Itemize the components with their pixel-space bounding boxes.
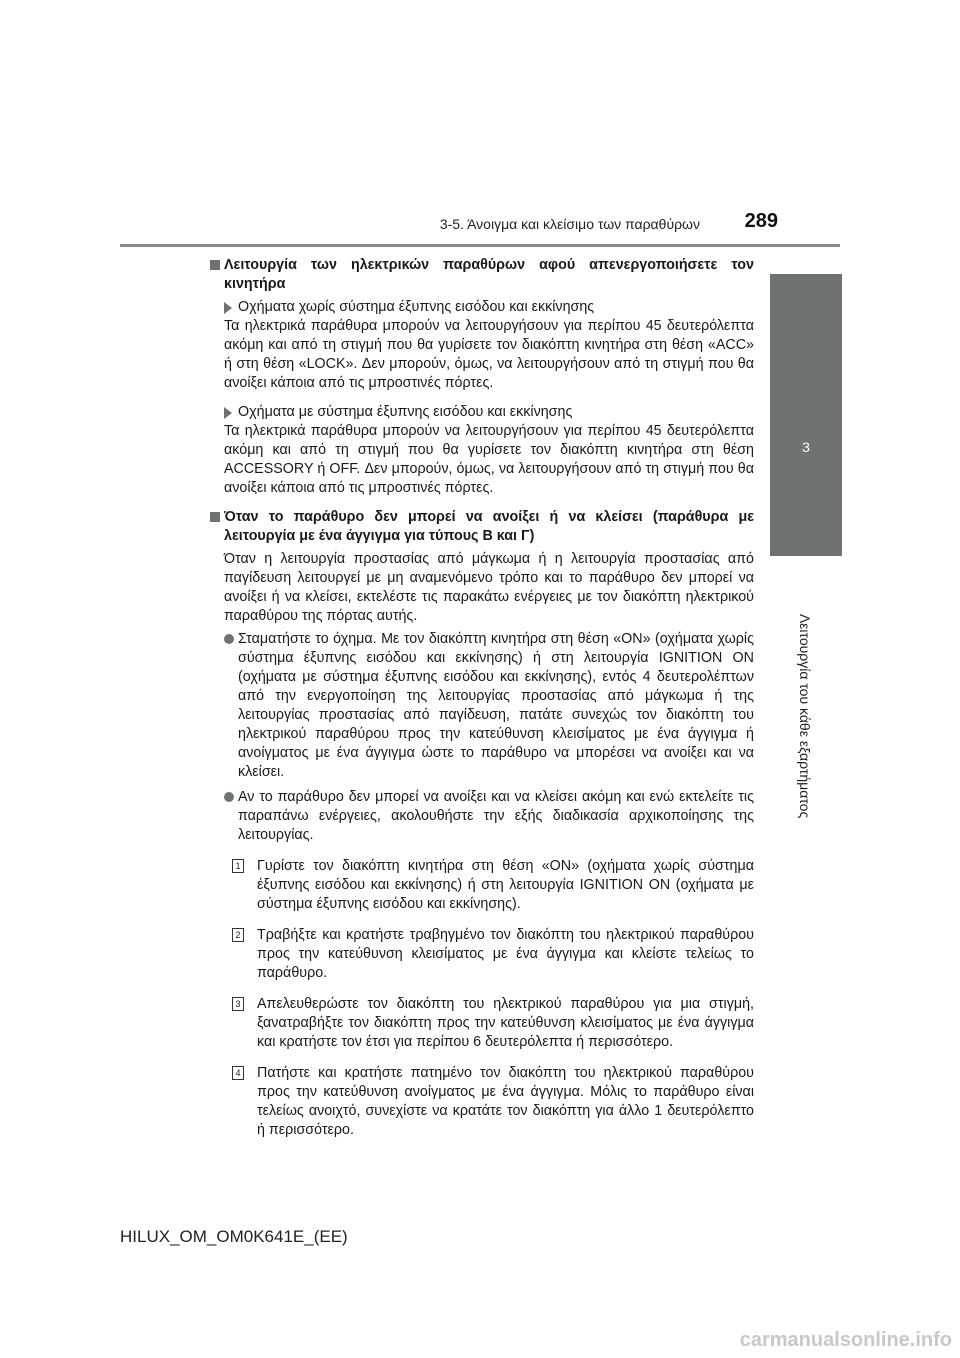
square-bullet-icon: [210, 260, 220, 270]
step-item: 4 Πατήστε και κρατήστε πατημένο τον διακόπτη του ηλεκτρικού παραθύρου προς την κατεύθυνση ανοίγματος με ένα άγγιγμα. Μόλις το παράθυρο είναι τελείως ανοιχτό, συνεχίστε να κρατάτε τον διακόπτη για άλλο 1 δευτερόλεπτο ή περισσότερο.: [232, 1064, 754, 1140]
triangle-bullet-icon: [224, 302, 232, 314]
circle-bullet-icon: [224, 634, 234, 644]
watermark: carmanualsonline.info: [739, 1329, 952, 1351]
page-number: 289: [744, 210, 778, 232]
step-number: 3: [232, 997, 244, 1011]
page-header: [120, 196, 840, 244]
list-item: Αν το παράθυρο δεν μπορεί να ανοίξει και να κλείσει ακόμη και ενώ εκτελείτε τις παραπάνω ενέργειες, ακολουθήστε την εξής διαδικασία αρχικοποίησης της λειτουργίας.: [224, 788, 754, 845]
step-item: 3 Απελευθερώστε τον διακόπτη του ηλεκτρικού παραθύρου για μια στιγμή, ξανατραβήξτε τον διακόπτη προς την κατεύθυνση κλεισίματος με ένα άγγιγμα και κρατήστε τον έτσι για περίπου 6 δευτερόλεπτα ή περισσότερο.: [232, 995, 754, 1052]
paragraph: Τα ηλεκτρικά παράθυρα μπορούν να λειτουργήσουν για περίπου 45 δευτερόλεπτα ακόμη και από τη στιγμή που θα γυρίσετε τον διακόπτη κινητήρα στη θέση ACCESSORY ή OFF. Δεν μπορούν, όμως, να λειτουργήσουν από τη στιγμή που θα ανοίξει κάποια από τις μπροστινές πόρτες.: [224, 423, 754, 496]
circle-bullet-icon: [224, 792, 234, 802]
step-number: 1: [232, 859, 244, 873]
square-bullet-icon: [210, 512, 220, 522]
page-content: [210, 256, 754, 1152]
header-divider: [120, 244, 840, 247]
subsection-title: Οχήματα με σύστημα έξυπνης εισόδου και εκκίνησης: [224, 403, 754, 422]
step-number: 2: [232, 928, 244, 942]
paragraph: Τα ηλεκτρικά παράθυρα μπορούν να λειτουργήσουν για περίπου 45 δευτερόλεπτα ακόμη και από τη στιγμή που θα γυρίσετε τον διακόπτη κινητήρα στη θέση «ACC» ή στη θέση «LOCK». Δεν μπορούν, όμως, να λειτουργήσουν από τη στιγμή που θα ανοίξει κάποια από τις μπροστινές πόρτες.: [224, 318, 754, 391]
section-heading: Λειτουργία των ηλεκτρικών παραθύρων αφού απενεργοποιήσετε τον κινητήρα: [210, 256, 754, 294]
section-title: 3-5. Άνοιγμα και κλείσιμο των παραθύρων: [439, 216, 700, 232]
chapter-number: 3: [802, 439, 810, 455]
subsection-title: Οχήματα χωρίς σύστημα έξυπνης εισόδου και εκκίνησης: [224, 298, 754, 317]
paragraph: Όταν η λειτουργία προστασίας από μάγκωμα ή η λειτουργία προστασίας από παγίδευση λειτουργεί με μη αναμενόμενο τρόπο και το παράθυρο δεν μπορεί να ανοίξει ή να κλείσει, εκτελέστε τις παρακάτω ενέργειες με τον διακόπτη ηλεκτρικού παραθύρου της πόρτας αυτής.: [224, 551, 754, 624]
triangle-bullet-icon: [224, 407, 232, 419]
chapter-tab: [770, 274, 842, 556]
section-heading: Όταν το παράθυρο δεν μπορεί να ανοίξει ή να κλείσει (παράθυρα με λειτουργία με ένα άγγιγμα για τύπους B και Γ): [210, 508, 754, 546]
step-item: 2 Τραβήξτε και κρατήστε τραβηγμένο τον διακόπτη του ηλεκτρικού παραθύρου προς την κατεύθυνση κλεισίματος με ένα άγγιγμα και κλείστε τελείως το παράθυρο.: [232, 926, 754, 983]
chapter-title-vertical: [768, 558, 842, 858]
list-item: Σταματήστε το όχημα. Με τον διακόπτη κινητήρα στη θέση «ON» (οχήματα χωρίς σύστημα έξυπνης εισόδου και εκκίνησης) ή στη λειτουργία IGNITION ON (οχήματα με σύστημα έξυπνης εισόδου και εκκίνησης), εντός 4 δευτερολέπτων από την ενεργοποίηση της λειτουργίας προστασίας από μάγκωμα ή της λειτουργίας προστασίας από παγίδευση, πατάτε συνεχώς τον διακόπτη του ηλεκτρικού παραθύρου προς την κατεύθυνση κλεισίματος με ένα άγγιγμα ή ανοίγματος με ένα άγγιγμα ώστε το παράθυρο να μπορέσει να ανοίξει και να κλείσει.: [224, 630, 754, 782]
chapter-title: Λειτουργία του κάθε εξαρτήματος: [797, 613, 813, 819]
document-code: HILUX_OM_OM0K641E_(EE): [120, 1227, 348, 1246]
step-number: 4: [232, 1066, 244, 1080]
step-item: 1 Γυρίστε τον διακόπτη κινητήρα στη θέση «ON» (οχήματα χωρίς σύστημα έξυπνης εισόδου και εκκίνησης) ή στη λειτουργία IGNITION ON (οχήματα με σύστημα έξυπνης εισόδου και εκκίνησης).: [232, 857, 754, 914]
